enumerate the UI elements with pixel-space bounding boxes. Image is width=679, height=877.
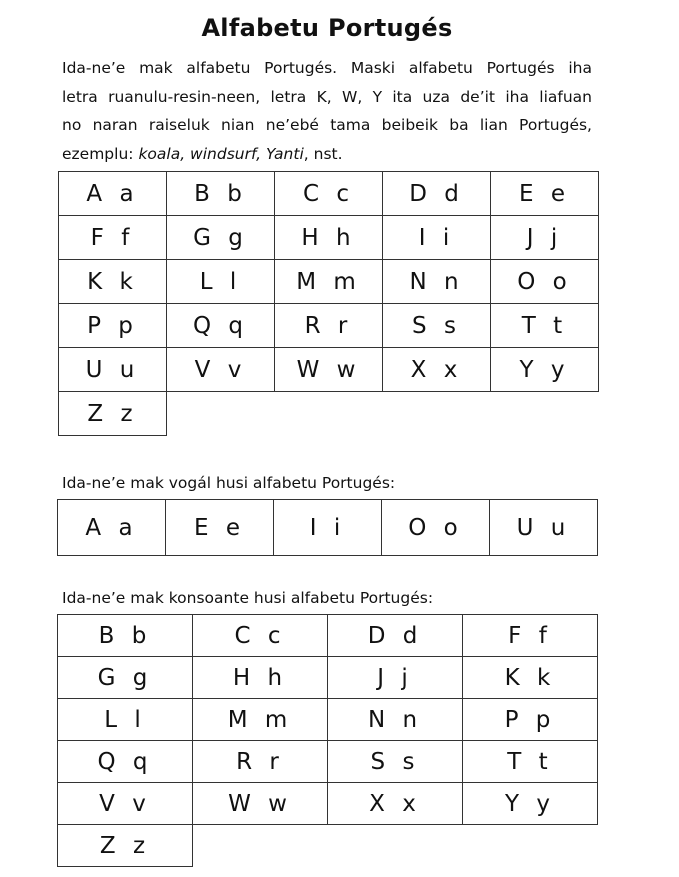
letter-cell: N n [383, 260, 491, 304]
consonant-table [57, 614, 598, 867]
consonant-cell: J j [328, 657, 463, 699]
table-row [58, 615, 598, 657]
letter-cell: H h [275, 216, 383, 260]
consonant-cell: Z z [58, 825, 193, 867]
vowel-section-label: Ida-ne’e mak vogál husi alfabetu Portugés: [62, 474, 396, 492]
consonant-cell: Y y [463, 783, 598, 825]
table-row [58, 783, 598, 825]
consonant-section-label: Ida-ne’e mak konsoante husi alfabetu Portugés: [62, 589, 434, 607]
consonant-cell: H h [193, 657, 328, 699]
empty-cell [193, 825, 328, 867]
vowel-cell: E e [166, 500, 274, 556]
intro-paragraph [62, 54, 592, 168]
vowel-cell: A a [58, 500, 166, 556]
table-row [59, 216, 599, 260]
consonant-cell: R r [193, 741, 328, 783]
letter-cell: L l [167, 260, 275, 304]
empty-cell [328, 825, 463, 867]
table-row [58, 500, 598, 556]
consonant-cell: Q q [58, 741, 193, 783]
table-row [59, 260, 599, 304]
consonant-cell: S s [328, 741, 463, 783]
letter-cell: S s [383, 304, 491, 348]
letter-cell: C c [275, 172, 383, 216]
consonant-cell: N n [328, 699, 463, 741]
consonant-cell: W w [193, 783, 328, 825]
letter-cell: B b [167, 172, 275, 216]
consonant-cell: K k [463, 657, 598, 699]
table-row [59, 348, 599, 392]
vowel-cell: U u [490, 500, 598, 556]
table-row [58, 699, 598, 741]
letter-cell: Z z [59, 392, 167, 436]
letter-cell: M m [275, 260, 383, 304]
table-row [58, 741, 598, 783]
intro-line-last [62, 140, 592, 169]
letter-cell: I i [383, 216, 491, 260]
consonant-cell: M m [193, 699, 328, 741]
letter-cell: Q q [167, 304, 275, 348]
consonant-cell: L l [58, 699, 193, 741]
consonant-cell: B b [58, 615, 193, 657]
table-row [58, 825, 598, 867]
empty-cell [383, 392, 491, 436]
alphabet-table [58, 171, 599, 436]
letter-cell: W w [275, 348, 383, 392]
letter-cell: F f [59, 216, 167, 260]
intro-line: letra ruanulu-resin-neen, letra K, W, Y ita uza de’it iha liafuan [62, 87, 592, 106]
empty-cell [275, 392, 383, 436]
empty-cell [167, 392, 275, 436]
intro-line: Ida-ne’e mak alfabetu Portugés. Maski alfabetu Portugés iha [62, 59, 592, 77]
letter-cell: Y y [491, 348, 599, 392]
letter-cell: E e [491, 172, 599, 216]
letter-cell: R r [275, 304, 383, 348]
letter-cell: U u [59, 348, 167, 392]
empty-cell [463, 825, 598, 867]
page-title: Alfabetu Portugés [201, 14, 453, 42]
consonant-cell: V v [58, 783, 193, 825]
consonant-cell: C c [193, 615, 328, 657]
example-words: koala, windsurf, Yanti [138, 144, 304, 163]
table-row [58, 657, 598, 699]
letter-cell: D d [383, 172, 491, 216]
vowel-table [57, 499, 598, 556]
table-row [59, 172, 599, 216]
letter-cell: A a [59, 172, 167, 216]
consonant-cell: F f [463, 615, 598, 657]
letter-cell: P p [59, 304, 167, 348]
example-prefix: ezemplu: [62, 144, 139, 163]
vowel-cell: I i [274, 500, 382, 556]
consonant-cell: T t [463, 741, 598, 783]
empty-cell [491, 392, 599, 436]
table-row [59, 304, 599, 348]
letter-cell: X x [383, 348, 491, 392]
letter-cell: G g [167, 216, 275, 260]
vowel-cell: O o [382, 500, 490, 556]
table-row [59, 392, 599, 436]
letter-cell: K k [59, 260, 167, 304]
consonant-cell: X x [328, 783, 463, 825]
consonant-cell: P p [463, 699, 598, 741]
letter-cell: J j [491, 216, 599, 260]
consonant-cell: G g [58, 657, 193, 699]
consonant-cell: D d [328, 615, 463, 657]
letter-cell: O o [491, 260, 599, 304]
intro-line: no naran raiseluk nian ne’ebé tama beibeik ba lian Portugés, [62, 116, 592, 134]
example-suffix: , nst. [303, 144, 343, 163]
letter-cell: T t [491, 304, 599, 348]
letter-cell: V v [167, 348, 275, 392]
